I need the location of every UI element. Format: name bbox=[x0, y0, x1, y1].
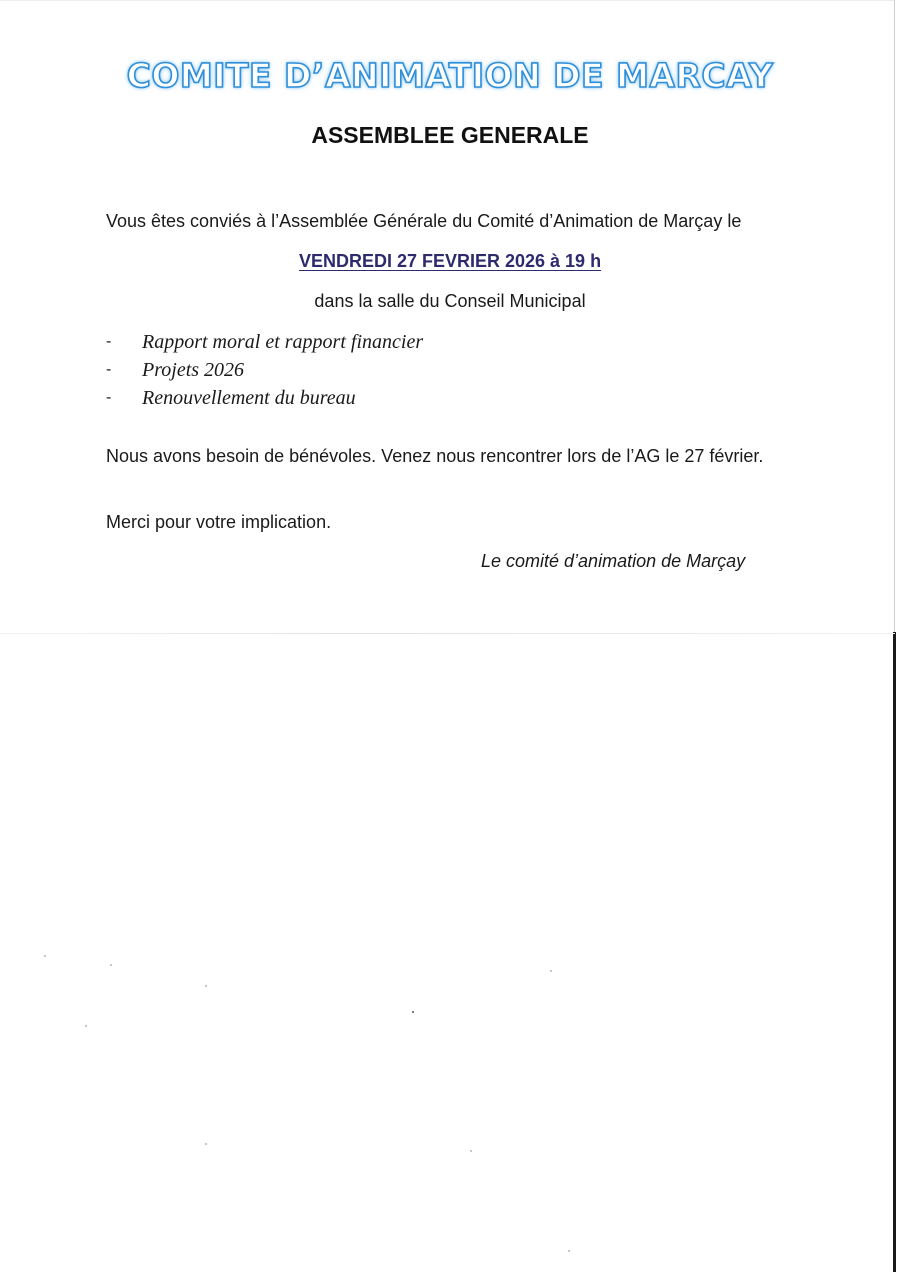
meeting-date: VENDREDI 27 FEVRIER 2026 à 19 h bbox=[298, 251, 602, 271]
agenda-item-text: Rapport moral et rapport financier bbox=[142, 331, 424, 353]
agenda-bullet: - bbox=[106, 389, 112, 406]
organization-title: COMITE D’ANIMATION DE MARCAY bbox=[126, 56, 774, 95]
scan-right-edge bbox=[894, 0, 895, 635]
scan-speck bbox=[205, 1143, 207, 1145]
agenda-list bbox=[106, 328, 423, 412]
document-title: ASSEMBLEE GENERALE bbox=[311, 122, 589, 148]
signature: Le comité d’animation de Marçay bbox=[481, 551, 746, 571]
scan-speck bbox=[205, 985, 207, 987]
meeting-place: dans la salle du Conseil Municipal bbox=[314, 291, 586, 311]
scan-speck bbox=[110, 964, 112, 966]
page-fold-line bbox=[0, 633, 895, 634]
scan-speck bbox=[44, 955, 46, 957]
agenda-bullet: - bbox=[106, 333, 112, 350]
agenda-item bbox=[106, 356, 423, 384]
invitation-text: Vous êtes conviés à l’Assemblée Générale du Comité d’Animation de Marçay le bbox=[106, 211, 742, 231]
agenda-item-text: Projets 2026 bbox=[142, 359, 245, 381]
thanks-line: Merci pour votre implication. bbox=[106, 512, 332, 532]
scan-speck bbox=[470, 1150, 472, 1152]
scan-speck bbox=[412, 1011, 414, 1013]
agenda-item bbox=[106, 328, 423, 356]
agenda-bullet: - bbox=[106, 361, 112, 378]
scan-top-edge bbox=[0, 0, 895, 1]
agenda-item bbox=[106, 384, 423, 412]
volunteers-paragraph: Nous avons besoin de bénévoles. Venez nous rencontrer lors de l’AG le 27 février. bbox=[106, 446, 764, 466]
scan-speck bbox=[568, 1250, 570, 1252]
agenda-item-text: Renouvellement du bureau bbox=[142, 387, 356, 409]
scan-speck bbox=[550, 970, 552, 972]
scan-right-shadow bbox=[893, 632, 896, 1272]
scan-speck bbox=[85, 1025, 87, 1027]
